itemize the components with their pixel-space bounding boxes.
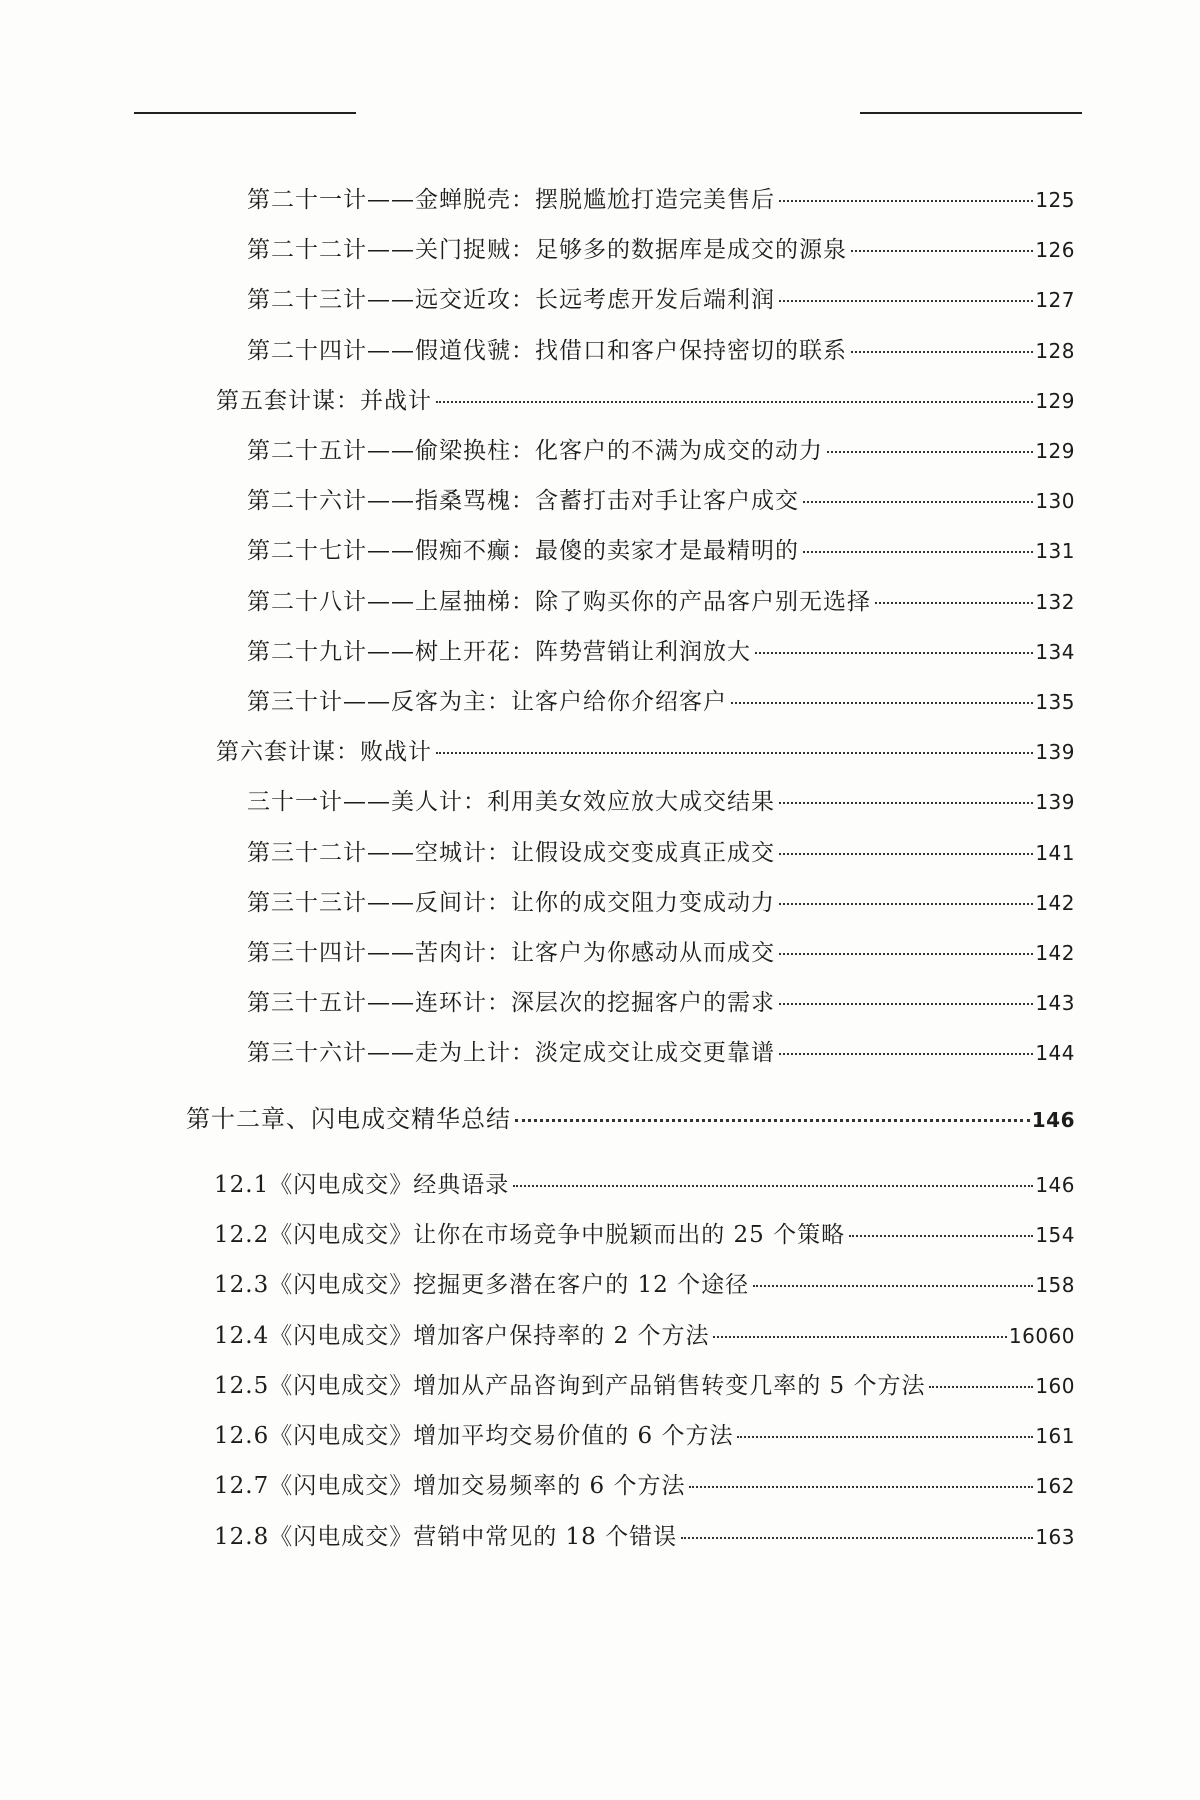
toc-entry-title: 第二十七计——假痴不癫：最傻的卖家才是最精明的: [247, 538, 799, 564]
dot-leader: [689, 1486, 1033, 1488]
toc-entry-page: 142: [1035, 891, 1075, 915]
dot-leader: [779, 853, 1033, 855]
toc-entry-page: 139: [1035, 740, 1075, 764]
toc-entry: [247, 637, 1075, 667]
toc-entry-page: 127: [1035, 288, 1075, 312]
toc-entry: [247, 787, 1075, 817]
toc-entry: [247, 536, 1075, 566]
toc-entry: [247, 1038, 1075, 1068]
toc-entry-page: 158: [1035, 1273, 1075, 1297]
toc-entry-title: 第二十一计——金蝉脱壳：摆脱尴尬打造完美售后: [247, 187, 775, 213]
dot-leader: [803, 551, 1033, 553]
toc-entry-title: 第三十计——反客为主：让客户给你介绍客户: [247, 689, 727, 715]
toc-entry-page: 129: [1035, 389, 1075, 413]
toc-entry-page: 139: [1035, 790, 1075, 814]
dot-leader: [515, 1119, 1030, 1122]
toc-section-heading: [216, 737, 1075, 767]
dot-leader: [779, 1053, 1033, 1055]
toc-entry: [247, 888, 1075, 918]
toc-entry-page: 163: [1035, 1525, 1075, 1549]
toc-entry: [214, 1371, 1075, 1401]
toc-entry: [247, 587, 1075, 617]
toc-entry-title: 第十二章、闪电成交精华总结: [186, 1105, 511, 1133]
toc-entry-page: 161: [1035, 1424, 1075, 1448]
toc-entry-page: 125: [1035, 188, 1075, 212]
toc-entry-title: 第二十二计——关门捉贼：足够多的数据库是成交的源泉: [247, 237, 847, 263]
toc-entry: [214, 1522, 1075, 1552]
toc-entry: [247, 235, 1075, 265]
toc-entry-page: 162: [1035, 1474, 1075, 1498]
toc-entry: [247, 336, 1075, 366]
toc-entry-page: 126: [1035, 238, 1075, 262]
dot-leader: [779, 200, 1033, 202]
toc-entry: [247, 285, 1075, 315]
toc-entry-title: 12.6《闪电成交》增加平均交易价值的 6 个方法: [214, 1423, 734, 1449]
toc-entry: [247, 486, 1075, 516]
toc-entry: [247, 938, 1075, 968]
dot-leader: [779, 300, 1033, 302]
toc-entry-title: 第二十三计——远交近攻：长远考虑开发后端利润: [247, 287, 775, 313]
dot-leader: [875, 602, 1033, 604]
toc-entry-title: 第三十二计——空城计：让假设成交变成真正成交: [247, 840, 775, 866]
dot-leader: [755, 652, 1033, 654]
dot-leader: [436, 401, 1033, 403]
toc-entry-page: 160: [1035, 1374, 1075, 1398]
dot-leader: [713, 1336, 1006, 1338]
toc-entry-title: 12.7《闪电成交》增加交易频率的 6 个方法: [214, 1473, 686, 1499]
toc-entry-title: 第二十四计——假道伐虢：找借口和客户保持密切的联系: [247, 338, 847, 364]
dot-leader: [737, 1436, 1033, 1438]
toc-entry-title: 第三十三计——反间计：让你的成交阻力变成动力: [247, 890, 775, 916]
toc-entry-page: 135: [1035, 690, 1075, 714]
toc-entry-page: 16060: [1008, 1324, 1075, 1348]
toc-entry: [214, 1220, 1075, 1250]
toc-entry-title: 第五套计谋：并战计: [216, 388, 432, 414]
toc-entry-page: 134: [1035, 640, 1075, 664]
toc-entry-page: 143: [1035, 991, 1075, 1015]
toc-entry-page: 129: [1035, 439, 1075, 463]
dot-leader: [513, 1185, 1033, 1187]
toc-entry-title: 第三十六计——走为上计：淡定成交让成交更靠谱: [247, 1040, 775, 1066]
toc-entry-title: 第二十五计——偷梁换柱：化客户的不满为成交的动力: [247, 438, 823, 464]
toc-entry-page: 146: [1031, 1108, 1075, 1132]
dot-leader: [779, 802, 1033, 804]
toc-entry-page: 132: [1035, 590, 1075, 614]
toc-entry-title: 第二十九计——树上开花：阵势营销让利润放大: [247, 639, 751, 665]
dot-leader: [779, 1003, 1033, 1005]
dot-leader: [681, 1537, 1033, 1539]
toc-entry: [247, 988, 1075, 1018]
toc-entry: [214, 1270, 1075, 1300]
toc-entry-page: 128: [1035, 339, 1075, 363]
toc-entry-title: 12.3《闪电成交》挖掘更多潜在客户的 12 个途径: [214, 1272, 750, 1298]
dot-leader: [436, 752, 1033, 754]
toc-entry-title: 第二十六计——指桑骂槐：含蓄打击对手让客户成交: [247, 488, 799, 514]
toc-entry-title: 12.2《闪电成交》让你在市场竞争中脱颖而出的 25 个策略: [214, 1222, 846, 1248]
dot-leader: [731, 702, 1033, 704]
toc-entry-title: 12.4《闪电成交》增加客户保持率的 2 个方法: [214, 1323, 710, 1349]
dot-leader: [803, 501, 1033, 503]
dot-leader: [929, 1386, 1033, 1388]
toc-entry: [214, 1170, 1075, 1200]
toc-entry-title: 三十一计——美人计：利用美女效应放大成交结果: [247, 789, 775, 815]
toc-section-heading: [216, 386, 1075, 416]
dot-leader: [849, 1235, 1033, 1237]
dot-leader: [851, 250, 1033, 252]
dot-leader: [779, 953, 1033, 955]
toc-entry-title: 第三十四计——苦肉计：让客户为你感动从而成交: [247, 940, 775, 966]
toc-entry-title: 12.1《闪电成交》经典语录: [214, 1172, 510, 1198]
dot-leader: [827, 451, 1033, 453]
toc-entry: [247, 687, 1075, 717]
toc-entry-title: 第六套计谋：败战计: [216, 739, 432, 765]
toc-entry-page: 131: [1035, 539, 1075, 563]
toc-entry-title: 12.5《闪电成交》增加从产品咨询到产品销售转变几率的 5 个方法: [214, 1373, 926, 1399]
toc-entry: [214, 1421, 1075, 1451]
toc-entry: [247, 185, 1075, 215]
toc-entry-page: 144: [1035, 1041, 1075, 1065]
toc-entry-page: 141: [1035, 841, 1075, 865]
toc-entry-title: 12.8《闪电成交》营销中常见的 18 个错误: [214, 1524, 678, 1550]
dot-leader: [779, 903, 1033, 905]
toc-entry: [247, 436, 1075, 466]
toc-entry: [214, 1321, 1075, 1351]
toc-entry: [247, 838, 1075, 868]
dot-leader: [851, 351, 1033, 353]
toc-entry-title: 第二十八计——上屋抽梯：除了购买你的产品客户别无选择: [247, 589, 871, 615]
toc-entry-page: 154: [1035, 1223, 1075, 1247]
toc-entry-page: 142: [1035, 941, 1075, 965]
toc-entry-page: 130: [1035, 489, 1075, 513]
toc-entry-title: 第三十五计——连环计：深层次的挖掘客户的需求: [247, 990, 775, 1016]
toc-entry-page: 146: [1035, 1173, 1075, 1197]
toc-chapter-heading: [186, 1104, 1075, 1135]
dot-leader: [753, 1285, 1033, 1287]
toc-entry: [214, 1471, 1075, 1501]
